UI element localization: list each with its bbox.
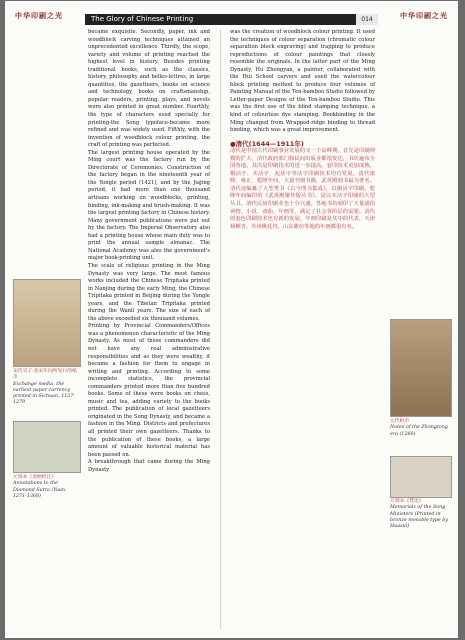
right-paragraph-en: was the creation of woodblock colour printing. It used the techniques of colour separation (chromatic colour separation block engraving) and trapping to produce reproductions of colour paintings that closely resemble the originals. In the latter part of the Ming Dynasty, Hu Zhengyan, a painter, collaborated with the Hui School carvers and used the watercolour block printing method to produce four volumes of Painting Manual of the Ten-bamboo Studio followed by Letter-paper Designs of the Ten-bamboo Studio. This was the first use of the blind stamping technique, a kind of colourless dye stamping. Bookbinding in the Ming changed from Wrapped-ridge binding to thread binding, which was a great improvement. [230, 29, 375, 134]
sutra-image [13, 421, 81, 473]
zhongtong-note-image [390, 319, 452, 417]
left-paragraph: A breakthrough that came during the Ming Dynasty [88, 459, 210, 473]
caption-4-en: Memorials of the Song Ministers (Printed in bronze movable type by Huasui) [390, 505, 449, 530]
right-text-column [230, 29, 375, 231]
page-number: 014 [356, 14, 378, 25]
caption-2-cn: 元刻本《金刚经注》 [13, 475, 57, 480]
caption-3-cn: 元代纸币 [390, 419, 410, 424]
caption-1-en: Exchange media, the earliest paper currency printed in Sichuan, 1127-1279 [13, 381, 76, 406]
paper-currency-image [13, 279, 81, 367]
left-text-column [88, 29, 210, 474]
page-fold [220, 29, 221, 629]
brand-right: 中华印刷之光 [400, 12, 448, 20]
header-title: The Glory of Chinese Printing [91, 15, 194, 23]
brand-left: 中华印刷之光 [15, 12, 63, 20]
caption-4-cn: 元刻本《梵语》 [390, 499, 424, 504]
left-paragraph: became exquisite. Secondly, paper, ink and woodblock carving techniques attained an unprecedented excellence. Thirdly, the scope, variety and volume of printing reached the highest level in history. Besides printing traditional books, such as the classics, history, philosophy and belles-lettres, in large quantities, the gazetteers, books on science and technology, books on craftsmanship, popular readers, printing, plays, and novels were also printed in great number. Fourthly, the type of characters used specially for printing-the Song typeface-became more refined and was widely used. Fifthly, with the invention of woodblock colour printing, the craft of printing was perfected. [88, 29, 210, 149]
left-paragraph: Printing by Provincial Commanders/Offices was a phenomenon characteristic of the Ming Dynasty. As most of these commanders did not have any real administrative responsibilities and as they were wealthy, it became a fashion for them to engage in writing and printing. According to some incomplete statistics, the provincial commanders printed more than five hundred books. Some of these were books on chess, music and tea, adding variety to the books printed. The publication of local gazetteers originated in the Song Dynasty, and became a fashion in the Ming. Districts and prefectures all printed their own gazetteers. Thanks to the publication of these books, a large amount of valuable historical material has been passed on. [88, 323, 210, 458]
section-title: ●清代(1644—1911年) [230, 139, 304, 148]
caption-2 [13, 475, 81, 500]
memorials-image [390, 456, 452, 498]
right-paragraph-cn: 清代是中国古代印刷事业发展的又一个高峰期。首先是印刷规模的扩大，清代政府部门和民间出版业都很发达，书坊遍布全国各地。其次是印刷技术的进一步提高，套印技术更加成熟，铜活字、木活字、泥活字等活字印刷技术均有发展。清代康熙、雍正、乾隆年间，大量刊刻书籍，武英殿刻书最为著名。清代还编纂了大型类书《古今图书集成》，以铜活字印刷。乾隆年间编印的《武英殿聚珍版丛书》，是以木活字印刷的大型丛书。清代民间印刷业也十分兴盛，各地书坊刻印了大量通俗读物、小说、戏曲、年画等，满足了社会各阶层的需要。清代的套色印刷技术也有新的发展，年画印刷是其中的代表，天津杨柳青、苏州桃花坞、山东潍坊等地的年画都很有名。 [230, 148, 375, 230]
caption-1-cn: 宋代交子·北宋年间所发行的纸币 [13, 369, 77, 381]
left-paragraph: The largest printing house operated by the Ming court was the factory run by the Directorate of Ceremonies. Construction of the factory began in the nineteenth year of the Yongle period (1421), and by the Jiajing period, it had more than one thousand artisans working on woodblocks, printing, binding, ink-making and brush-making. It was the largest printing factory in Chinese history. Many government publications were put out by the factory. The Imperial Observatory also had a printing house whose main duty was to print the annual sample almanac. The National Academy was also the government's major book-printing unit. [88, 149, 210, 262]
caption-1 [13, 369, 81, 407]
caption-4 [390, 499, 452, 530]
caption-2-en: Annotations to the Diamond Sutra (Yuan, 1271-1368) [13, 481, 67, 499]
caption-3 [390, 419, 452, 438]
caption-3-en: Notes of the Zhongtong era (1260) [390, 425, 448, 437]
document-page [5, 1, 458, 638]
left-paragraph: The scale of religious printing in the Ming Dynasty was very large. The most famous works included the Chinese Tripitaka printed in Nanjing during the early Ming, the Chinese Tripitaka printed in Beijing during the Yongle years, and the Tibetan Tripitaka printed during the Wanli years. The size of each of the above exceeded six thousand volumes. [88, 262, 210, 322]
